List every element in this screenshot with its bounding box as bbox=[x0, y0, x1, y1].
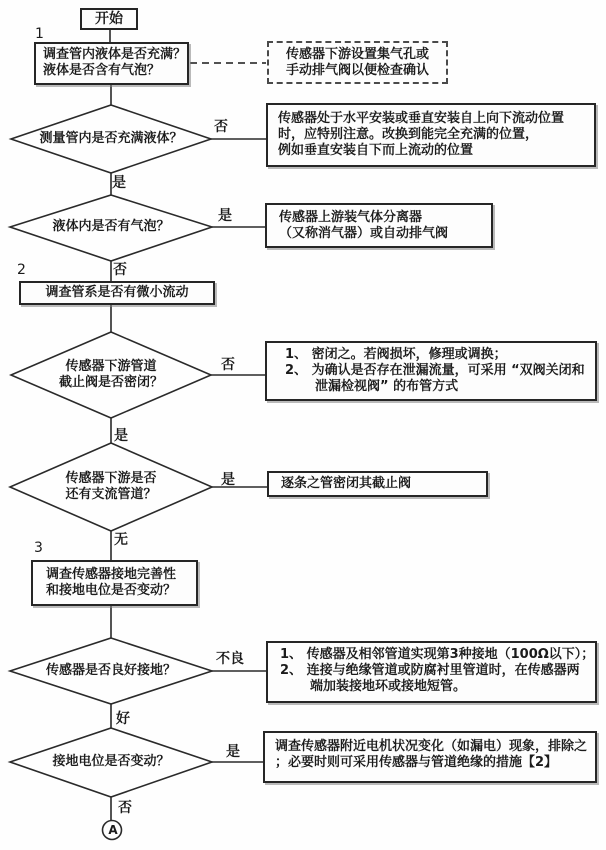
action-line: 调查传感器附近电机状况变化（如漏电）现象，排除之 bbox=[275, 739, 588, 754]
action-line: （又称消气器）或自动排气阀 bbox=[279, 226, 449, 241]
diamond-text-ground-potential: 接地电位是否变动？ bbox=[52, 754, 170, 769]
edge-label-good: 好 bbox=[116, 711, 130, 727]
edge-label-yes: 是 bbox=[218, 208, 232, 224]
diamond-text-valve-sealed-2: 截止阀是否密闭？ bbox=[58, 375, 163, 390]
edge-label-yes: 是 bbox=[226, 744, 240, 760]
section-label-2: 2 bbox=[17, 262, 26, 278]
diamond-text-well-grounded: 传感器是否良好接地？ bbox=[45, 663, 176, 678]
action-reposition-sensor bbox=[266, 103, 596, 167]
diamond-sensor-well-grounded bbox=[10, 638, 212, 704]
diamond-text-valve-sealed-1: 传感器下游管道 bbox=[65, 359, 157, 374]
section-label-3: 3 bbox=[34, 540, 43, 556]
edge-label-no: 否 bbox=[113, 262, 127, 278]
edge-label-none: 无 bbox=[114, 532, 128, 548]
process-line: 调查管系是否有微小流动 bbox=[45, 285, 189, 300]
action-line: 1、 密闭之。若阀损坏，修理或调换； bbox=[285, 347, 507, 362]
diamond-bubbles-in-liquid bbox=[10, 195, 212, 261]
process-line: 调查管内液体是否充满？ bbox=[43, 47, 187, 62]
start-node: 开始 bbox=[80, 8, 138, 30]
process-line: 调查传感器接地完善性 bbox=[46, 567, 177, 582]
edge-label-yes: 是 bbox=[112, 175, 126, 191]
action-line: 传感器处于水平安装或垂直安装自上向下流动位置 bbox=[278, 111, 565, 126]
note-install-vent bbox=[267, 41, 448, 84]
edge-label-no: 否 bbox=[221, 357, 235, 373]
process-line: 和接地电位是否变动？ bbox=[46, 583, 177, 598]
action-line: 2、 为确认是否存在泄漏流量，可采用 “双阀关闭和 bbox=[285, 363, 585, 378]
action-close-each-branch-valve bbox=[267, 471, 488, 497]
process-check-micro-flow bbox=[19, 281, 215, 305]
note-line: 传感器下游设置集气孔或 bbox=[285, 46, 429, 62]
action-install-gas-separator bbox=[265, 203, 493, 248]
diamond-downstream-valve-sealed bbox=[11, 332, 211, 418]
edge-label-no: 否 bbox=[118, 800, 132, 816]
process-check-liquid-full bbox=[34, 42, 189, 85]
diamond-text-branch-pipes-1: 传感器下游是否 bbox=[65, 471, 157, 486]
edge-label-no: 否 bbox=[214, 119, 228, 135]
action-seal-valve-list bbox=[265, 341, 597, 401]
action-line: 1、 传感器及相邻管道实现第3种接地（100Ω以下）； bbox=[280, 647, 595, 662]
action-grounding-list bbox=[266, 641, 597, 703]
action-line: 泄漏检视阀” 的布管方式 bbox=[315, 379, 459, 394]
diamond-branch-pipes-downstream bbox=[10, 443, 212, 531]
action-line: 传感器上游装气体分离器 bbox=[279, 210, 423, 225]
action-line: 端加装接地环或接地短管。 bbox=[310, 679, 467, 694]
edge-label-yes: 是 bbox=[221, 472, 235, 488]
action-line: 时，应特别注意。改换到能完全充满的位置， bbox=[278, 127, 539, 142]
action-line: 逐条之管密闭其截止阀 bbox=[281, 476, 412, 491]
edge-label-bad: 不良 bbox=[216, 651, 244, 667]
edge-label-yes: 是 bbox=[114, 428, 128, 444]
process-check-grounding bbox=[31, 560, 198, 606]
diamond-ground-potential-changes bbox=[10, 728, 212, 797]
action-check-nearby-motor bbox=[263, 731, 597, 783]
note-line: 手动排气阀以便检查确认 bbox=[285, 62, 429, 78]
diamond-tube-full-of-liquid bbox=[11, 105, 211, 173]
action-line: ；必要时则可采用传感器与管道绝缘的措施【2】 bbox=[275, 755, 558, 770]
action-line: 例如垂直安装自下而上流动的位置 bbox=[278, 143, 474, 158]
action-line: 2、 连接与绝缘管道或防腐衬里管道时，在传感器两 bbox=[280, 663, 580, 678]
diamond-text-branch-pipes-2: 还有支流管道？ bbox=[65, 487, 157, 502]
diamond-text-bubbles: 液体内是否有气泡？ bbox=[52, 219, 170, 234]
diamond-text-tube-full: 测量管内是否充满液体？ bbox=[39, 131, 183, 146]
process-line: 液体是否含有气泡？ bbox=[43, 63, 161, 78]
section-label-1: 1 bbox=[35, 26, 44, 42]
connector-a-label: A bbox=[108, 823, 118, 837]
